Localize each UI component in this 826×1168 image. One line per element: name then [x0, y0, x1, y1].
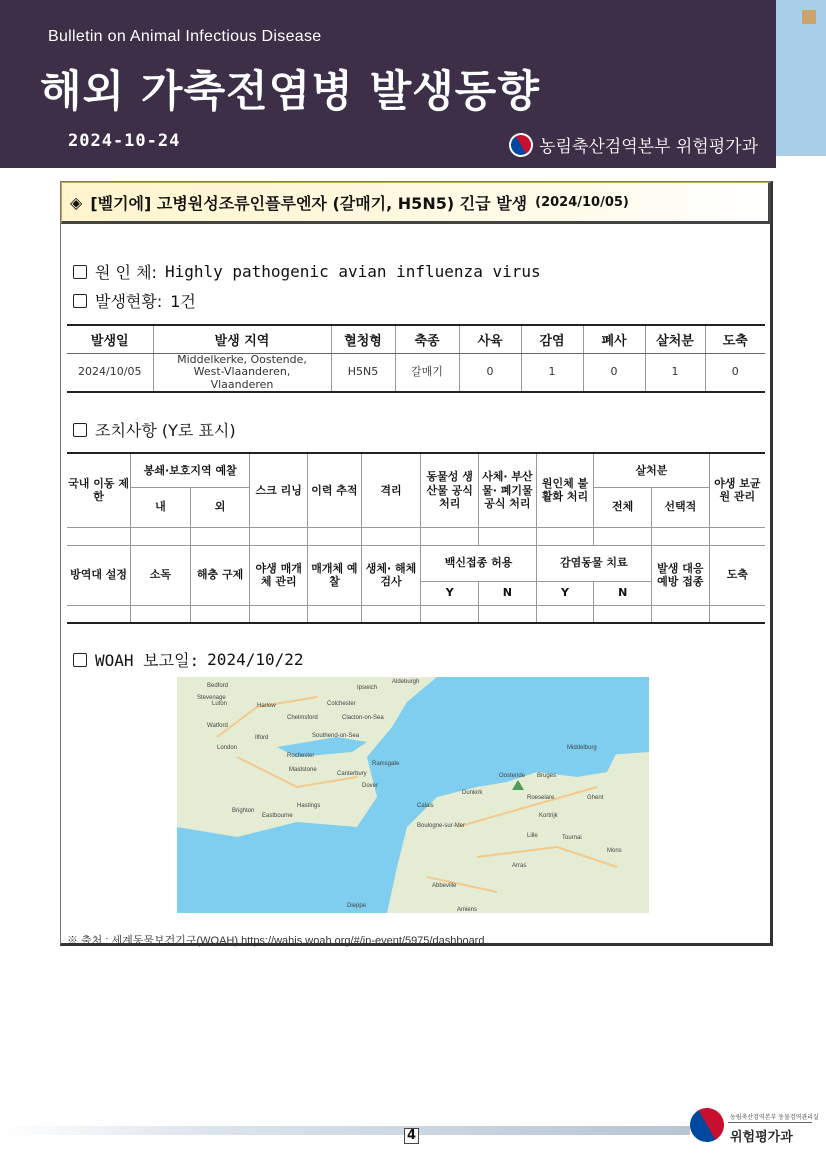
taeguk-logo-icon — [684, 1102, 730, 1148]
map-label: Rochester — [287, 753, 315, 759]
woah-date: 2024/10/22 — [207, 650, 304, 669]
square-bullet-icon — [73, 423, 87, 437]
footer-divider — [728, 1122, 812, 1123]
page-number: 4 — [404, 1128, 419, 1144]
measure-carcass: 사체· 부산물· 폐기물 공식 처리 — [479, 453, 537, 527]
measure-disinfection: 소독 — [131, 545, 191, 605]
status-label: 발생현황: — [95, 292, 163, 311]
pathogen-line — [73, 260, 541, 283]
header-cell: 폐사 — [583, 325, 645, 353]
measure-zone: 봉쇄·보호지역 예찰 — [131, 453, 250, 487]
table-row — [67, 353, 765, 392]
map-label: Brighton — [232, 808, 255, 814]
measures-table — [67, 452, 765, 624]
map-label: London — [217, 745, 238, 751]
map-label: Roeselare — [527, 795, 555, 801]
header-cell: 도축 — [705, 325, 765, 353]
map-label: Harlow — [257, 703, 276, 709]
woah-line — [73, 648, 304, 671]
square-bullet-icon — [73, 265, 87, 279]
measure-screening: 스크 리닝 — [250, 453, 308, 527]
measure-treat: 감염동물 치료 — [536, 545, 651, 581]
header-cell: 혈청형 — [331, 325, 395, 353]
map-label: Lille — [527, 833, 538, 839]
footer-bar — [0, 1126, 690, 1135]
table-cell: 0 — [705, 353, 765, 392]
map-label: Abbeville — [432, 883, 457, 889]
report-title-bar — [61, 182, 771, 224]
table-cell: 1 — [645, 353, 705, 392]
table-cell: 0 — [583, 353, 645, 392]
map-label: Dunkirk — [462, 790, 483, 796]
map-label: Luton — [212, 701, 228, 707]
header-cell: 발생일 — [67, 325, 153, 353]
status-value: 1건 — [170, 292, 196, 311]
report-title: [벨기에] 고병원성조류인플루엔자 (갈매기, H5N5) 긴급 발생 — [90, 193, 528, 213]
bulletin-subtitle: Bulletin on Animal Infectious Disease — [48, 28, 322, 45]
map-label: Dieppe — [347, 903, 367, 909]
square-bullet-icon — [73, 294, 87, 308]
measure-zoning: 방역대 설정 — [67, 545, 131, 605]
square-bullet-icon — [73, 653, 87, 667]
table-cell: H5N5 — [331, 353, 395, 392]
measure-vaccine-y: Y — [421, 581, 479, 605]
measure-slaughter: 도축 — [709, 545, 765, 605]
map-label: Bruges — [537, 773, 557, 779]
measure-wild-vector: 야생 매개체 관리 — [250, 545, 308, 605]
map-label: Aldeburgh — [392, 679, 420, 685]
pathogen-label: 원 인 체: — [95, 263, 157, 282]
table-cell: 1 — [521, 353, 583, 392]
measure-cull-selective: 선택적 — [652, 487, 710, 527]
pathogen-value: Highly pathogenic avian influenza virus — [164, 262, 541, 281]
map-label: Boulogne-sur-Mer — [417, 823, 466, 829]
measure-product: 동물성 생산물 공식 처리 — [421, 453, 479, 527]
report-box — [60, 181, 773, 946]
measure-prevent-vax: 발생 대응 예방 접종 — [652, 545, 710, 605]
measure-zone-out: 외 — [190, 487, 250, 527]
measures-line — [73, 418, 236, 441]
map-label: Eastbourne — [262, 813, 293, 819]
measure-treat-y: Y — [536, 581, 594, 605]
map-label: Ilford — [255, 735, 269, 741]
measure-vector-surv: 매개체 예찰 — [308, 545, 362, 605]
outbreak-map — [177, 677, 649, 913]
header-cell: 살처분 — [645, 325, 705, 353]
footer-org-small: 농림축산검역본부 동물검역관리실 — [730, 1114, 819, 1121]
table-cell: 2024/10/05 — [67, 353, 153, 392]
map-label: Amiens — [457, 907, 478, 913]
woah-label: WOAH 보고일: — [95, 651, 200, 670]
map-label: Tournai — [562, 835, 582, 841]
page-header — [0, 0, 776, 168]
diamond-bullet-icon: ◈ — [70, 192, 83, 212]
bulletin-title: 해외 가축전염병 발생동향 — [40, 67, 540, 117]
measure-value-row — [67, 527, 765, 545]
measure-cull: 살처분 — [594, 453, 709, 487]
map-label: Middelburg — [567, 745, 597, 751]
header-org-name: 농림축산검역본부 위험평가과 — [539, 137, 758, 157]
map-label: Colchester — [327, 701, 356, 707]
map-label: Southend-on-Sea — [312, 733, 360, 739]
measure-vaccine-n: N — [479, 581, 537, 605]
measure-inactivation: 원인체 불활화 처리 — [536, 453, 594, 527]
header-cell: 발생 지역 — [153, 325, 331, 353]
header-accent-square — [802, 10, 816, 24]
measure-domestic: 국내 이동 제한 — [67, 453, 131, 527]
map-label: Clacton-on-Sea — [342, 715, 384, 721]
measure-value-row — [67, 605, 765, 623]
status-line — [73, 289, 196, 312]
map-label: Chelmsford — [287, 715, 318, 721]
map-label: Calais — [417, 803, 434, 809]
taeguk-logo-icon — [505, 128, 538, 161]
map-label: Canterbury — [337, 771, 367, 777]
map-label: Bedford — [207, 683, 229, 689]
measures-label: 조치사항 (Y로 표시) — [95, 421, 236, 440]
report-title-date: (2024/10/05) — [535, 194, 629, 210]
map-label: Kortrijk — [539, 813, 558, 819]
table-header-row — [67, 325, 765, 353]
map-label: Dover — [362, 783, 379, 789]
measure-vaccine: 백신접종 허용 — [421, 545, 536, 581]
measure-zone-in: 내 — [131, 487, 191, 527]
map-label: Watford — [207, 723, 228, 729]
table-cell: 갈매기 — [395, 353, 459, 392]
map-label: Mons — [607, 848, 622, 854]
measure-cull-all: 전체 — [594, 487, 652, 527]
map-label: Ramsgate — [372, 761, 400, 767]
measure-quarantine: 격리 — [361, 453, 421, 527]
measure-tracing: 이력 추적 — [308, 453, 362, 527]
map-label: Stevenage — [197, 695, 226, 701]
map-label: Ghent — [587, 795, 604, 801]
map-label: Hastings — [297, 803, 321, 809]
map-label: Arras — [512, 863, 527, 869]
map-svg — [177, 677, 649, 913]
header-org — [509, 132, 758, 157]
map-label: Maidstone — [289, 767, 317, 773]
footer-org: 위험평가과 — [730, 1130, 793, 1145]
header-cell: 감염 — [521, 325, 583, 353]
map-label: Oostende — [499, 773, 526, 779]
bulletin-date: 2024-10-24 — [68, 131, 181, 151]
outbreak-table — [67, 324, 765, 393]
source-note: ※ 출처 : 세계동물보건기구(WOAH) https://wahis.woah.org/#/in-event/5975/dashboard — [67, 935, 485, 947]
table-cell: 0 — [459, 353, 521, 392]
table-cell: Middelkerke, Oostende, West-Vlaanderen, Vlaanderen — [153, 353, 331, 392]
map-label: Ipswich — [357, 685, 378, 691]
measure-wildlife: 야생 보균원 관리 — [709, 453, 765, 527]
header-cell: 축종 — [395, 325, 459, 353]
header-cell: 사육 — [459, 325, 521, 353]
measure-treat-n: N — [594, 581, 652, 605]
measure-bio-test: 생체· 해체 검사 — [361, 545, 421, 605]
header-side-band — [776, 0, 826, 156]
measure-pest: 해충 구제 — [190, 545, 250, 605]
